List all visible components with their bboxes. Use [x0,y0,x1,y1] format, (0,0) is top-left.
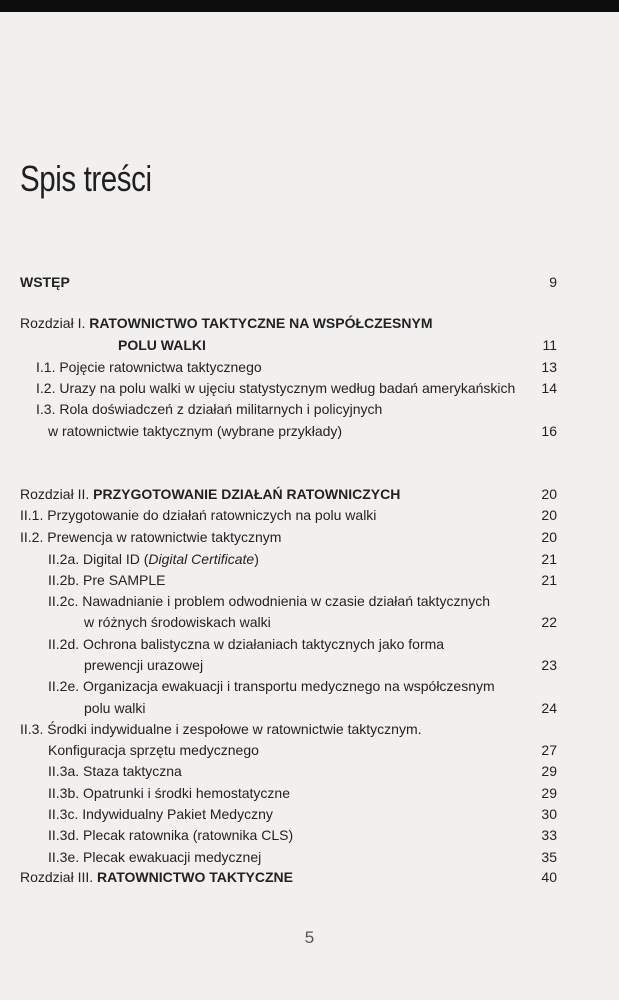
toc-entry-text: PRZYGOTOWANIE DZIAŁAŃ RATOWNICZYCH [93,486,401,502]
toc-entry-text: Rozdział I. [20,315,90,331]
toc-entry-title [48,825,293,845]
toc-entry-text: POLU WALKI [118,337,206,353]
toc-entry-text: II.2e. Organizacja ewakuacji i transportu medycznego na współczesnym [48,678,495,694]
toc-entry-text: II.3b. Opatrunki i środki hemostatyczne [48,785,290,801]
toc-entry-title [48,783,290,803]
toc-entry [0,484,619,504]
toc-entry-title [36,378,515,398]
toc-entry-text: II.2b. Pre SAMPLE [48,572,166,588]
toc-entry [0,867,619,887]
toc-entry-title [20,313,432,333]
toc-entry-page: 13 [541,359,557,375]
toc-entry-title [48,761,182,781]
toc-entry-text: I.2. Urazy na polu walki w ujęciu statystycznym według badań amerykańskich [36,380,516,396]
page-title: Spis treści [20,158,152,199]
toc-entry [0,272,619,292]
toc-entry [0,847,619,867]
toc-entry [0,676,619,696]
toc-entry [0,378,619,398]
toc-entry-page: 21 [541,572,557,588]
toc-entry-text: RATOWNICTWO TAKTYCZNE [97,869,294,885]
toc-entry-title [84,612,271,632]
toc-entry-text: II.3a. Staza taktyczna [48,763,182,779]
toc-entry-title [48,847,261,867]
toc-entry-page: 27 [541,742,557,758]
toc-entry [0,335,619,355]
toc-entry-title [48,634,444,654]
toc-entry-text: II.3c. Indywidualny Pakiet Medyczny [48,806,273,822]
toc-entry-title [20,505,376,525]
toc-entry-page: 29 [541,763,557,779]
toc-entry-text: II.2a. Digital ID ( [48,551,149,567]
toc-entry-page: 35 [541,849,557,865]
toc-entry-title [48,570,166,590]
toc-entry-page: 11 [542,337,557,353]
toc-entry-title [48,804,273,824]
toc-entry-text: I.3. Rola doświadczeń z działań militarnych i policyjnych [36,401,383,417]
toc-entry [0,612,619,632]
toc-entry [0,804,619,824]
toc-entry-page: 20 [541,507,557,523]
toc-entry-page: 24 [541,700,557,716]
toc-entry-text: Rozdział III. [20,869,98,885]
toc-entry-title [48,740,259,760]
toc-entry-title [84,698,145,718]
toc-entry [0,313,619,333]
toc-entry-page: 40 [541,869,557,885]
toc-entry-title [118,335,206,355]
toc-entry-title [48,549,259,569]
toc-entry-page: 9 [549,274,557,290]
toc-entry-text: Digital Certificate [148,551,255,567]
toc-entry [0,719,619,739]
toc-entry-text: WSTĘP [20,274,70,290]
toc-entry [0,655,619,675]
toc-entry-text: w ratownictwie taktycznym (wybrane przykłady) [48,423,343,439]
toc-entry-text: I.1. Pojęcie ratownictwa taktycznego [36,359,262,375]
toc-entry-text: w różnych środowiskach walki [84,614,271,630]
toc-entry-title [20,867,293,887]
toc-entry-title [20,719,422,739]
toc-entry-text: II.3. Środki indywidualne i zespołowe w ratownictwie taktycznym. [20,721,422,737]
toc-entry [0,740,619,760]
toc-entry [0,570,619,590]
page-number: 5 [304,928,315,947]
toc-entry-text: II.2d. Ochrona balistyczna w działaniach taktycznych jako forma [48,636,445,652]
toc-entry [0,527,619,547]
toc-entry-page: 33 [541,827,557,843]
toc-entry-page: 20 [541,486,557,502]
toc-entry [0,825,619,845]
toc-entry-page: 21 [541,551,557,567]
toc-entry [0,505,619,525]
toc-entry [0,549,619,569]
toc-entry-page: 30 [541,806,557,822]
toc-entry-title [20,527,281,547]
toc-entry [0,591,619,611]
toc-entry-page: 16 [541,423,557,439]
toc-entry-page: 14 [541,380,557,396]
toc-entry [0,421,619,441]
toc-entry-text: Rozdział II. [20,486,94,502]
toc-entry-title [84,655,203,675]
toc-entry [0,634,619,654]
toc-entry [0,399,619,419]
toc-entry [0,783,619,803]
toc-entry [0,761,619,781]
toc-entry-text: II.2. Prewencja w ratownictwie taktycznym [20,529,282,545]
toc-entry-text: II.3e. Plecak ewakuacji medycznej [48,849,262,865]
toc-entry-text: II.1. Przygotowanie do działań ratowniczych na polu walki [20,507,377,523]
toc-entry-text: prewencji urazowej [84,657,204,673]
toc-entry-text: II.3d. Plecak ratownika (ratownika CLS) [48,827,294,843]
toc-entry-title [48,421,342,441]
toc-entry-page: 29 [541,785,557,801]
toc-entry-text: polu walki [84,700,146,716]
toc-entry-text: Konfiguracja sprzętu medycznego [48,742,259,758]
toc-entry-title [36,357,262,377]
toc-entry-title [48,676,495,696]
toc-entry-text: II.2c. Nawadnianie i problem odwodnienia w czasie działań taktycznych [48,593,491,609]
toc-entry-title [20,484,400,504]
toc-entry-title [20,272,70,292]
toc-entry-title [48,591,490,611]
toc-entry-page: 22 [541,614,557,630]
toc-entry [0,698,619,718]
toc-entry-title [36,399,382,419]
toc-entry [0,357,619,377]
toc-entry-text: RATOWNICTWO TAKTYCZNE NA WSPÓŁCZESNYM [89,315,433,331]
toc-entry-text: ) [254,551,259,567]
toc-entry-page: 20 [541,529,557,545]
toc-entry-page: 23 [541,657,557,673]
